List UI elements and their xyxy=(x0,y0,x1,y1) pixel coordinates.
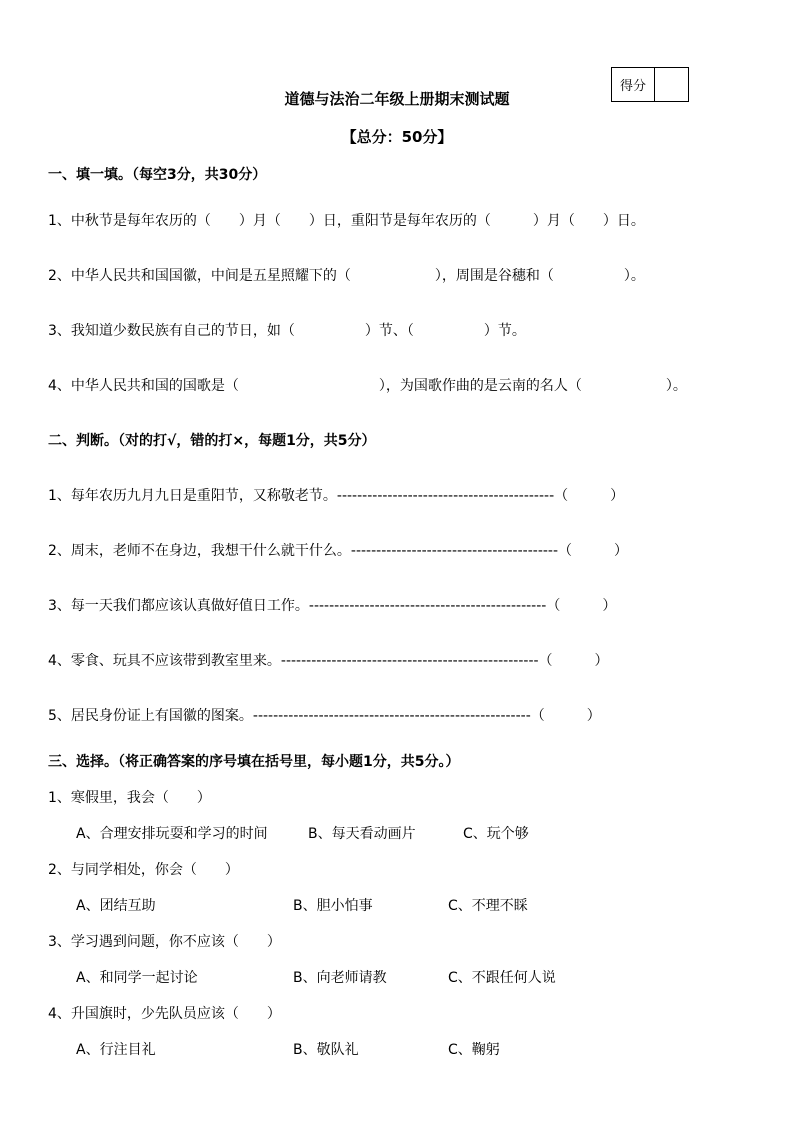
fill-question-2: 2、中华人民共和国国徽，中间是五星照耀下的（ ），周围是谷穗和（ ）。 xyxy=(48,268,645,284)
choice-2-option-c: C、不理不睬 xyxy=(448,898,528,914)
choice-4-option-b: B、敬队礼 xyxy=(293,1042,359,1058)
choice-4-option-c: C、鞠躬 xyxy=(448,1042,500,1058)
choice-question-1: 1、寒假里，我会（ ） xyxy=(48,790,211,806)
choice-1-option-a: A、合理安排玩耍和学习的时间 xyxy=(76,826,268,842)
section-3-heading: 三、选择。（将正确答案的序号填在括号里，每小题1分，共5分。） xyxy=(48,754,460,770)
choice-4-option-a: A、行注目礼 xyxy=(76,1042,156,1058)
judge-question-5: 5、居民身份证上有国徽的图案。-------------------------------------------------------（ ） xyxy=(48,708,601,724)
judge-question-1: 1、每年农历九月九日是重阳节，又称敬老节。-------------------------------------------（ ） xyxy=(48,488,625,504)
judge-question-2: 2、周末，老师不在身边，我想干什么就干什么。-----------------------------------------（ ） xyxy=(48,543,629,559)
fill-question-3: 3、我知道少数民族有自己的节日，如（ ）节、（ ）节。 xyxy=(48,323,526,339)
choice-3-option-b: B、向老师请教 xyxy=(293,970,387,986)
choice-question-2: 2、与同学相处，你会（ ） xyxy=(48,862,239,878)
choice-question-3: 3、学习遇到问题，你不应该（ ） xyxy=(48,934,281,950)
choice-3-option-c: C、不跟任何人说 xyxy=(448,970,556,986)
section-1-heading: 一、填一填。（每空3分，共30分） xyxy=(48,167,267,183)
judge-question-4: 4、零食、玩具不应该带到教室里来。---------------------------------------------------（ ） xyxy=(48,653,609,669)
choice-1-option-c: C、玩个够 xyxy=(463,826,529,842)
choice-1-option-b: B、每天看动画片 xyxy=(308,826,416,842)
fill-question-4: 4、中华人民共和国的国歌是（ ），为国歌作曲的是云南的名人（ ）。 xyxy=(48,378,687,394)
section-2-heading: 二、判断。（对的打√，错的打×，每题1分，共5分） xyxy=(48,433,376,449)
choice-3-option-a: A、和同学一起讨论 xyxy=(76,970,198,986)
total-score: 【总分：50分】 xyxy=(341,128,453,146)
judge-question-3: 3、每一天我们都应该认真做好值日工作。-----------------------------------------------（ ） xyxy=(48,598,617,614)
choice-2-option-a: A、团结互助 xyxy=(76,898,156,914)
page-title: 道德与法治二年级上册期末测试题 xyxy=(284,90,510,108)
choice-question-4: 4、升国旗时，少先队员应该（ ） xyxy=(48,1006,281,1022)
fill-question-1: 1、中秋节是每年农历的（ ）月（ ）日，重阳节是每年农历的（ ）月（ ）日。 xyxy=(48,213,645,229)
score-label: 得分 xyxy=(612,68,655,101)
choice-2-option-b: B、胆小怕事 xyxy=(293,898,373,914)
